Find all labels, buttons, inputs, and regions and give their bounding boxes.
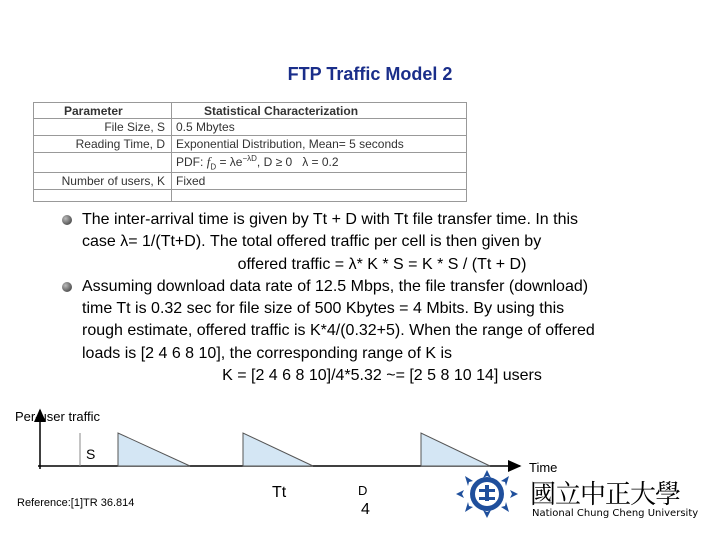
- value-cell: [172, 190, 467, 202]
- value-cell: 0.5 Mbytes: [172, 119, 467, 136]
- s-label: S: [86, 446, 96, 462]
- university-name-chinese: 國立中正大學: [530, 480, 681, 510]
- transfer-triangle: [421, 433, 490, 466]
- university-logo-icon: [452, 468, 522, 520]
- header-parameter: Parameter: [34, 103, 172, 119]
- param-cell: [34, 153, 172, 173]
- table-row: [34, 190, 467, 202]
- formula-line: K = [2 4 6 8 10]/4*5.32 ~= [2 5 8 10 14] users: [222, 367, 542, 385]
- bullet-list: [62, 209, 682, 387]
- slide-title: FTP Traffic Model 2: [287, 64, 453, 84]
- value-cell: Fixed: [172, 173, 467, 190]
- table-header-row: [34, 103, 467, 119]
- tt-label: Tt: [272, 484, 287, 501]
- y-axis-label: Per-user traffic: [15, 409, 101, 424]
- param-cell: File Size, S: [34, 119, 172, 136]
- header-characterization: Statistical Characterization: [172, 103, 467, 119]
- page-number: 4: [361, 501, 370, 518]
- table-row: [34, 119, 467, 136]
- param-cell: [34, 190, 172, 202]
- d-label: D: [358, 483, 368, 498]
- reference-note: Reference:[1]TR 36.814: [17, 497, 135, 509]
- table-row: [34, 153, 467, 173]
- value-cell: Exponential Distribution, Mean= 5 seconds: [172, 136, 467, 153]
- list-item: The inter-arrival time is given by Tt + D with Tt file transfer time. In this case λ= 1/(Tt+D). The total offered traffic per cell is then given by offered traffic = λ* K * S = K * S / (Tt + D): [62, 209, 682, 276]
- parameter-table: [33, 102, 467, 202]
- pdf-formula-cell: PDF: $f_D = \lambda e^{-\lambda D}$, D ≥ 0 λ = 0.2: [172, 153, 467, 173]
- bullet-icon: [62, 282, 72, 292]
- x-axis-label: Time: [529, 460, 558, 475]
- table-row: [34, 173, 467, 190]
- university-name-english: National Chung Cheng University: [532, 508, 699, 519]
- param-cell: Reading Time, D: [34, 136, 172, 153]
- transfer-triangle: [243, 433, 313, 466]
- table-row: [34, 136, 467, 153]
- param-cell: Number of users, K: [34, 173, 172, 190]
- list-item: Assuming download data rate of 12.5 Mbps, the file transfer (download) time Tt is 0.32 sec for file size of 500 Kbytes = 4 Mbits. By using this rough estimate, offered traffic is K*4/(0.32+5). When the range of offered loads is [2 4 6 8 10], the corresponding range of K is K = [2 4 6 8 10]/4*5.32 ~= [2 5 8 10 14] users: [62, 276, 682, 387]
- transfer-triangle: [118, 433, 190, 466]
- formula-line: offered traffic = λ* K * S = K * S / (Tt + D): [237, 255, 527, 273]
- bullet-icon: [62, 215, 72, 225]
- traffic-diagram: [0, 400, 720, 540]
